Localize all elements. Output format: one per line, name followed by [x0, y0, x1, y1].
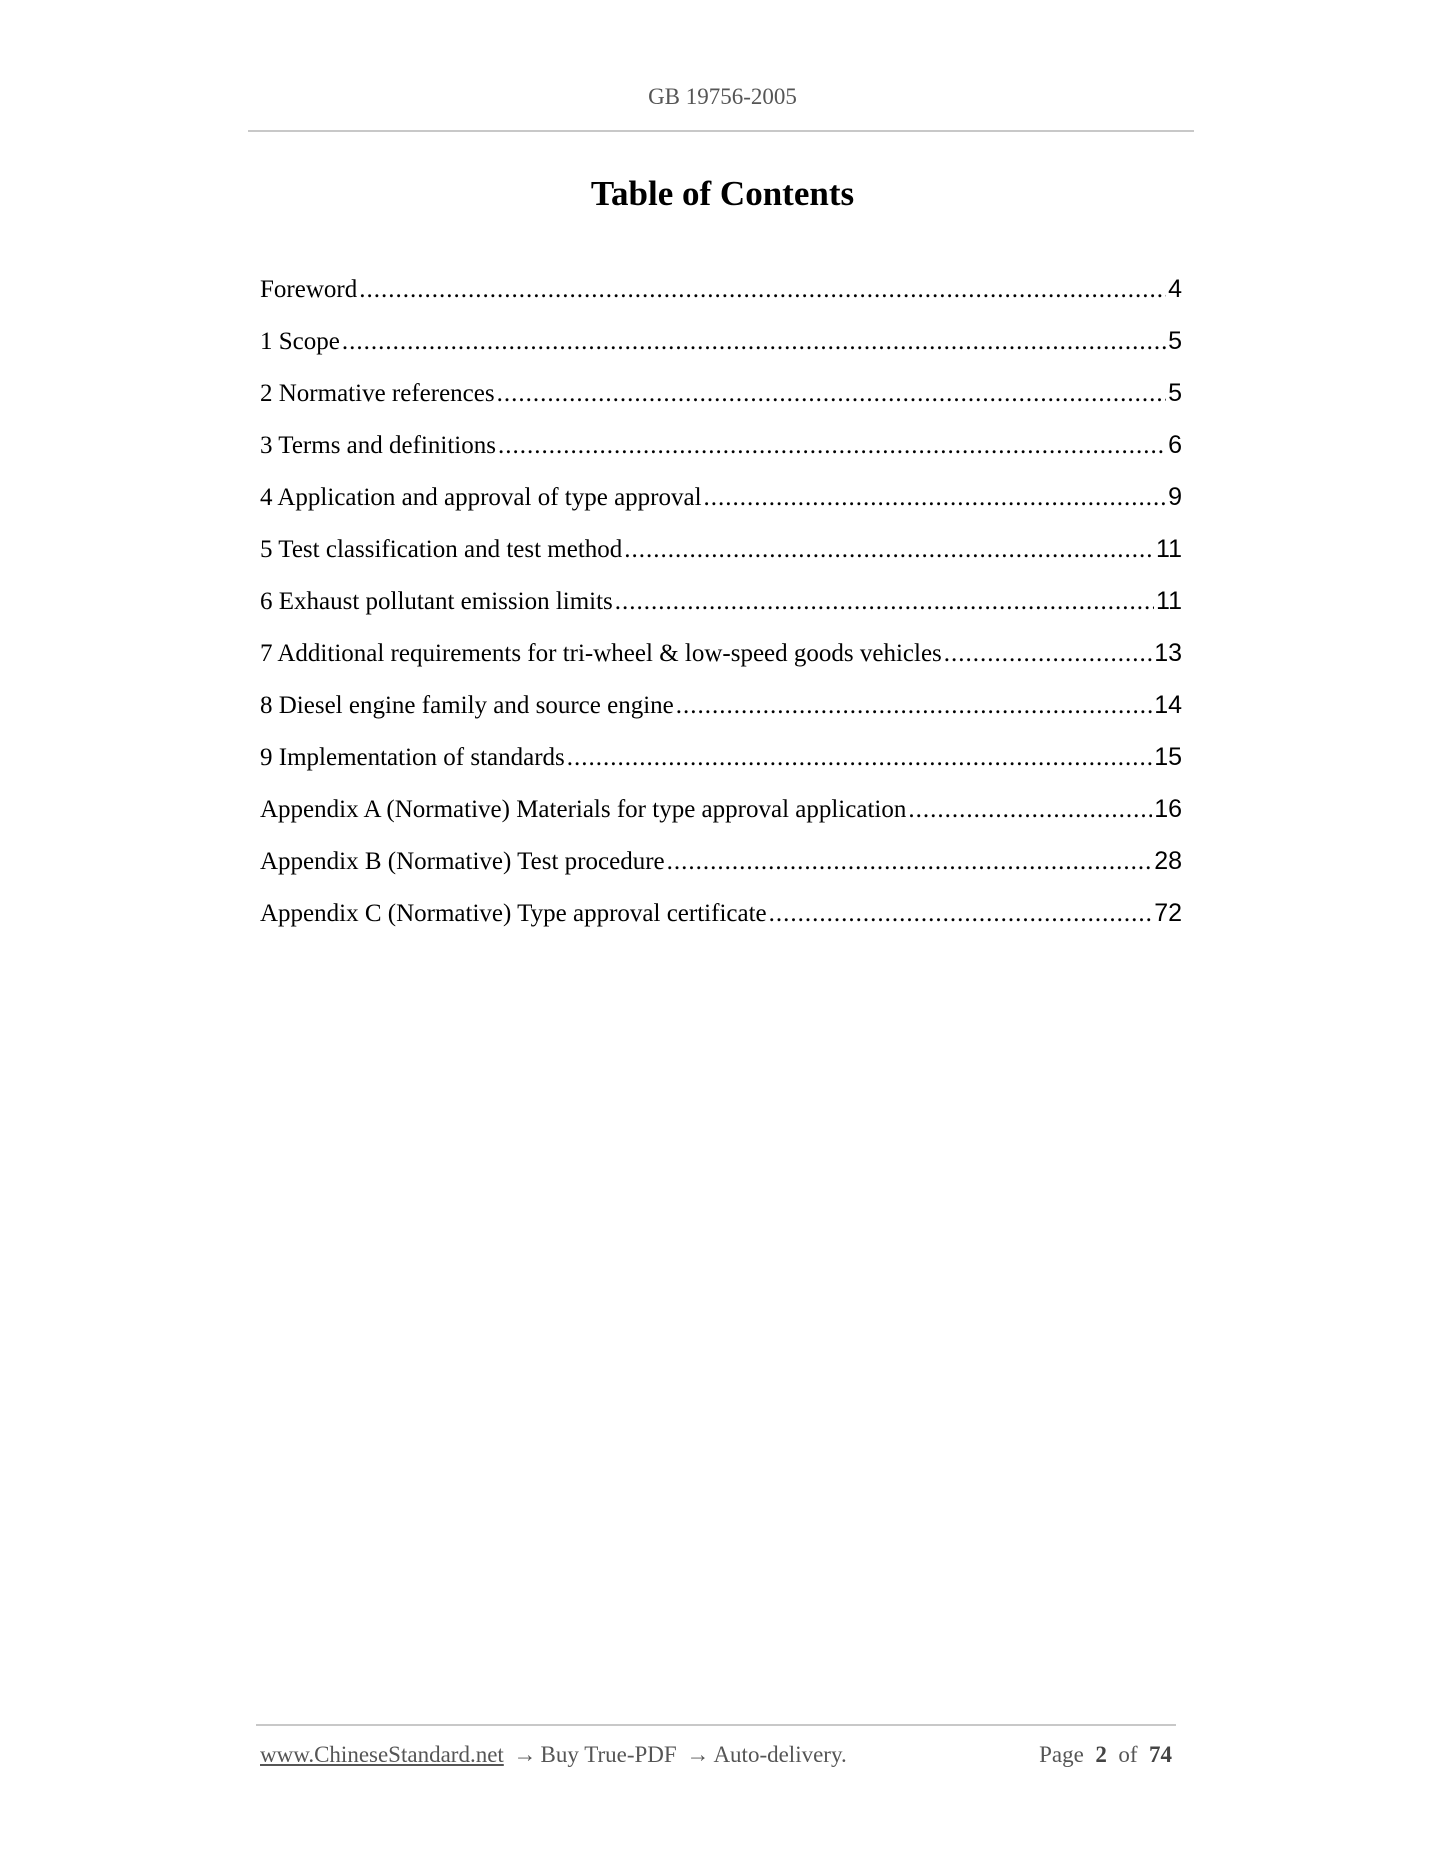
toc-leader-dots — [769, 897, 1153, 931]
footer-divider — [256, 1724, 1176, 1726]
site-link[interactable]: www.ChineseStandard.net — [260, 1742, 504, 1767]
toc-entry-page: 6 — [1168, 431, 1182, 459]
toc-entry[interactable] — [260, 480, 1182, 532]
toc-entry-page: 11 — [1156, 535, 1182, 563]
toc-leader-dots — [676, 689, 1152, 723]
toc-entry-page: 15 — [1154, 743, 1182, 771]
toc-entry-label: 8 Diesel engine family and source engine — [260, 692, 674, 719]
toc-entry-page: 14 — [1154, 691, 1182, 719]
toc-leader-dots — [615, 585, 1154, 619]
toc-leader-dots — [908, 793, 1152, 827]
page-of-label: of — [1118, 1742, 1138, 1767]
toc-entry[interactable] — [260, 636, 1182, 688]
footer-promo — [260, 1742, 847, 1768]
toc-entry[interactable] — [260, 584, 1182, 636]
page-footer — [260, 1742, 1172, 1768]
toc-leader-dots — [944, 637, 1152, 671]
toc-entry-page: 72 — [1154, 899, 1182, 927]
toc-leader-dots — [342, 325, 1166, 359]
toc-entry[interactable] — [260, 844, 1182, 896]
toc-entry-page: 28 — [1154, 847, 1182, 875]
toc-entry[interactable] — [260, 376, 1182, 428]
toc-entry-label: Appendix A (Normative) Materials for type approval application — [260, 796, 907, 823]
toc-entry-label: Foreword — [260, 276, 358, 303]
page-indicator — [1039, 1742, 1172, 1768]
toc-entry-label: 2 Normative references — [260, 380, 495, 407]
header-divider — [248, 130, 1194, 132]
toc-entry-page: 9 — [1168, 483, 1182, 511]
toc-entry-page: 13 — [1154, 639, 1182, 667]
page-current: 2 — [1095, 1742, 1107, 1767]
document-code: GB 19756-2005 — [648, 84, 797, 109]
toc-entry-label: 1 Scope — [260, 328, 340, 355]
buy-text: Buy True-PDF — [540, 1742, 677, 1767]
toc-leader-dots — [498, 429, 1166, 463]
toc-entry[interactable] — [260, 896, 1182, 948]
toc-entry[interactable] — [260, 792, 1182, 844]
toc-entry-page: 16 — [1154, 795, 1182, 823]
delivery-text: Auto-delivery. — [713, 1742, 847, 1767]
toc-entry-label: Appendix B (Normative) Test procedure — [260, 848, 665, 875]
toc-entry[interactable] — [260, 740, 1182, 792]
toc-list — [260, 272, 1182, 948]
toc-leader-dots — [567, 741, 1152, 775]
toc-leader-dots — [667, 845, 1153, 879]
toc-entry-page: 4 — [1168, 275, 1182, 303]
toc-entry-label: Appendix C (Normative) Type approval certificate — [260, 900, 767, 927]
toc-entry-label: 7 Additional requirements for tri-wheel & low-speed goods vehicles — [260, 640, 942, 667]
toc-entry[interactable] — [260, 532, 1182, 584]
toc-entry[interactable] — [260, 428, 1182, 480]
toc-leader-dots — [704, 481, 1167, 515]
toc-leader-dots — [497, 377, 1166, 411]
toc-entry-label: 5 Test classification and test method — [260, 536, 623, 563]
toc-leader-dots — [624, 533, 1154, 567]
toc-entry-page: 11 — [1156, 587, 1182, 615]
toc-entry-page: 5 — [1168, 327, 1182, 355]
page-label: Page — [1039, 1742, 1084, 1767]
toc-entry-label: 4 Application and approval of type approval — [260, 484, 702, 511]
arrow-right-icon: → — [686, 1742, 710, 1767]
arrow-right-icon: → — [513, 1742, 537, 1767]
toc-entry-label: 9 Implementation of standards — [260, 744, 565, 771]
page-title: Table of Contents — [590, 174, 855, 213]
toc-entry-label: 6 Exhaust pollutant emission limits — [260, 588, 613, 615]
toc-entry[interactable] — [260, 272, 1182, 324]
toc-entry-page: 5 — [1168, 379, 1182, 407]
toc-entry-label: 3 Terms and definitions — [260, 432, 496, 459]
toc-entry[interactable] — [260, 324, 1182, 376]
page-total: 74 — [1149, 1742, 1172, 1767]
toc-entry[interactable] — [260, 688, 1182, 740]
toc-leader-dots — [359, 273, 1166, 307]
